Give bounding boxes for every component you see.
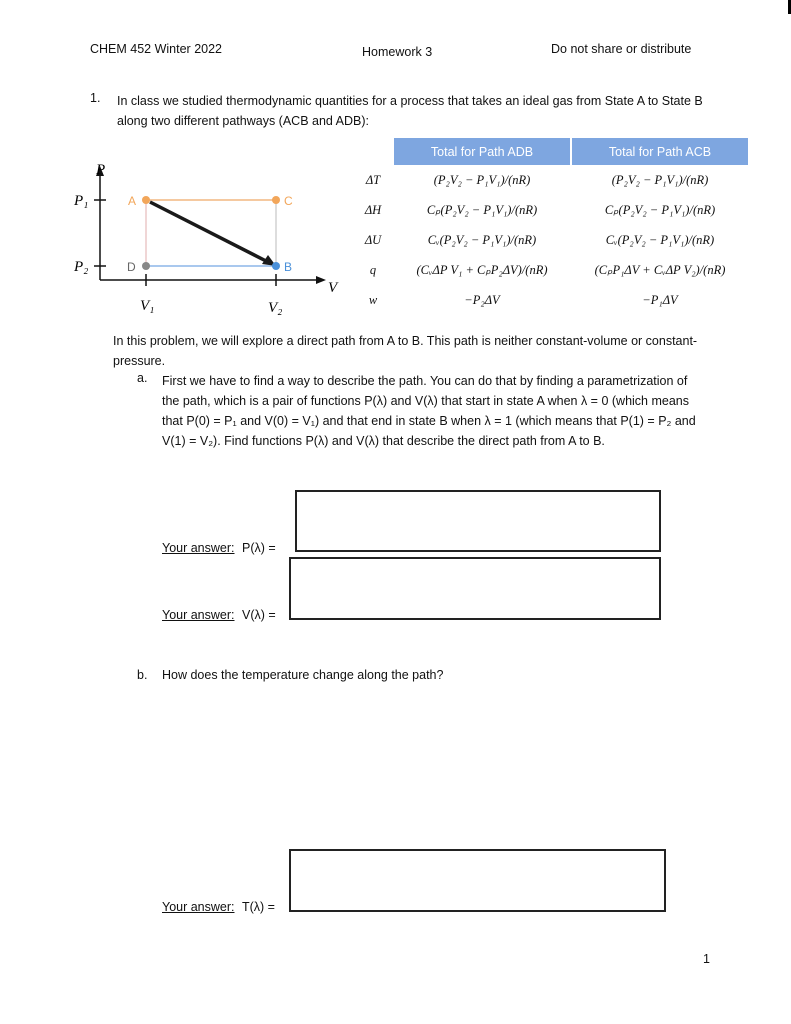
adb-value: Cᵥ(P₂V₂ − P₁V₁)/(nR)	[427, 232, 537, 247]
page-number: 1	[703, 952, 710, 966]
t-func-label: T(λ) =	[241, 900, 275, 914]
state-a-label: A	[128, 194, 137, 208]
part-a-label: a.	[137, 371, 148, 385]
state-b-label: B	[284, 260, 293, 274]
acb-value: −P₁ΔV	[642, 292, 678, 307]
answer-label-text: Your answer:	[162, 541, 235, 555]
table-row	[352, 225, 748, 255]
answer-label-text: Your answer:	[162, 608, 235, 622]
adb-value: −P₂ΔV	[464, 292, 500, 307]
homework-title: Homework 3	[362, 45, 433, 59]
row-symbol: ΔH	[364, 202, 382, 217]
v-answer-label	[162, 608, 276, 622]
table-row	[352, 285, 748, 315]
row-symbol: ΔU	[364, 232, 382, 247]
part-b-text: How does the temperature change along the path?	[162, 668, 444, 682]
acb-value: Cₚ(P₂V₂ − P₁V₁)/(nR)	[604, 203, 716, 217]
row-symbol: w	[368, 292, 378, 307]
pv-diagram	[70, 158, 350, 318]
state-d-label: D	[127, 260, 136, 274]
table-row	[352, 165, 748, 195]
adb-value: Cₚ(P₂V₂ − P₁V₁)/(nR)	[426, 203, 538, 217]
question-number: 1.	[90, 91, 101, 105]
acb-value: (CₚP₁ΔV + CᵥΔP V₂)/(nR)	[594, 263, 726, 277]
state-b-point	[272, 262, 280, 270]
p-axis-label: P	[96, 162, 106, 178]
thermo-table	[352, 138, 748, 315]
acb-value: Cᵥ(P₂V₂ − P₁V₁)/(nR)	[605, 232, 715, 247]
course-header: CHEM 452 Winter 2022	[90, 42, 223, 56]
adb-value: (CᵥΔP V₁ + CₚP₂ΔV)/(nR)	[416, 263, 548, 277]
v-axis-label: V	[328, 280, 338, 296]
t-answer-label	[162, 900, 275, 914]
state-d-point	[142, 262, 150, 270]
part-a-text: First we have to find a way to describe the path. You can do that by finding a parametrization of the path, which is a pair of functions P(λ) and V(λ) that start in state A when λ = 0 (which means that P(0) = P₁ and V(0) = V₁) and that end in state B when λ = 1 (which means that P(1) = P₂ and V(1) = V₂). Find functions P(λ) and V(λ) that describe the direct path from A to B.	[162, 374, 696, 448]
problem-paragraph: In this problem, we will explore a direct path from A to B. This path is neither constant-volume or constant-pressure.	[113, 334, 698, 368]
t-answer-box[interactable]	[289, 849, 666, 912]
table-row	[352, 195, 748, 225]
acb-value: (P₂V₂ − P₁V₁)/(nR)	[611, 172, 709, 187]
v-axis-arrow-icon	[316, 276, 326, 284]
part-b-label: b.	[137, 668, 148, 682]
table-row	[352, 255, 748, 285]
p1-label: P₁	[74, 193, 89, 209]
p-answer-label	[162, 541, 276, 555]
col-header-adb: Total for Path ADB	[394, 138, 570, 165]
table-corner	[352, 138, 394, 165]
col-header-acb: Total for Path ACB	[572, 138, 748, 165]
p-answer-box[interactable]	[295, 490, 661, 552]
p2-label: P₂	[74, 259, 89, 275]
v-answer-box[interactable]	[289, 557, 661, 620]
p-func-label: P(λ) =	[241, 541, 276, 555]
direct-path-ab	[150, 202, 268, 262]
row-symbol: q	[369, 262, 377, 277]
state-a-point	[142, 196, 150, 204]
v-func-label: V(λ) =	[241, 608, 276, 622]
question-intro: In class we studied thermodynamic quantities for a process that takes an ideal gas from State A to State B along two different pathways (ACB and ADB):	[117, 94, 703, 128]
state-c-label: C	[284, 194, 293, 208]
row-symbol: ΔT	[365, 172, 381, 187]
answer-label-text: Your answer:	[162, 900, 235, 914]
v2-label: V₂	[268, 300, 283, 316]
v1-label: V₁	[140, 298, 155, 314]
distribution-notice: Do not share or distribute	[551, 42, 692, 56]
state-c-point	[272, 196, 280, 204]
adb-value: (P₂V₂ − P₁V₁)/(nR)	[433, 172, 531, 187]
